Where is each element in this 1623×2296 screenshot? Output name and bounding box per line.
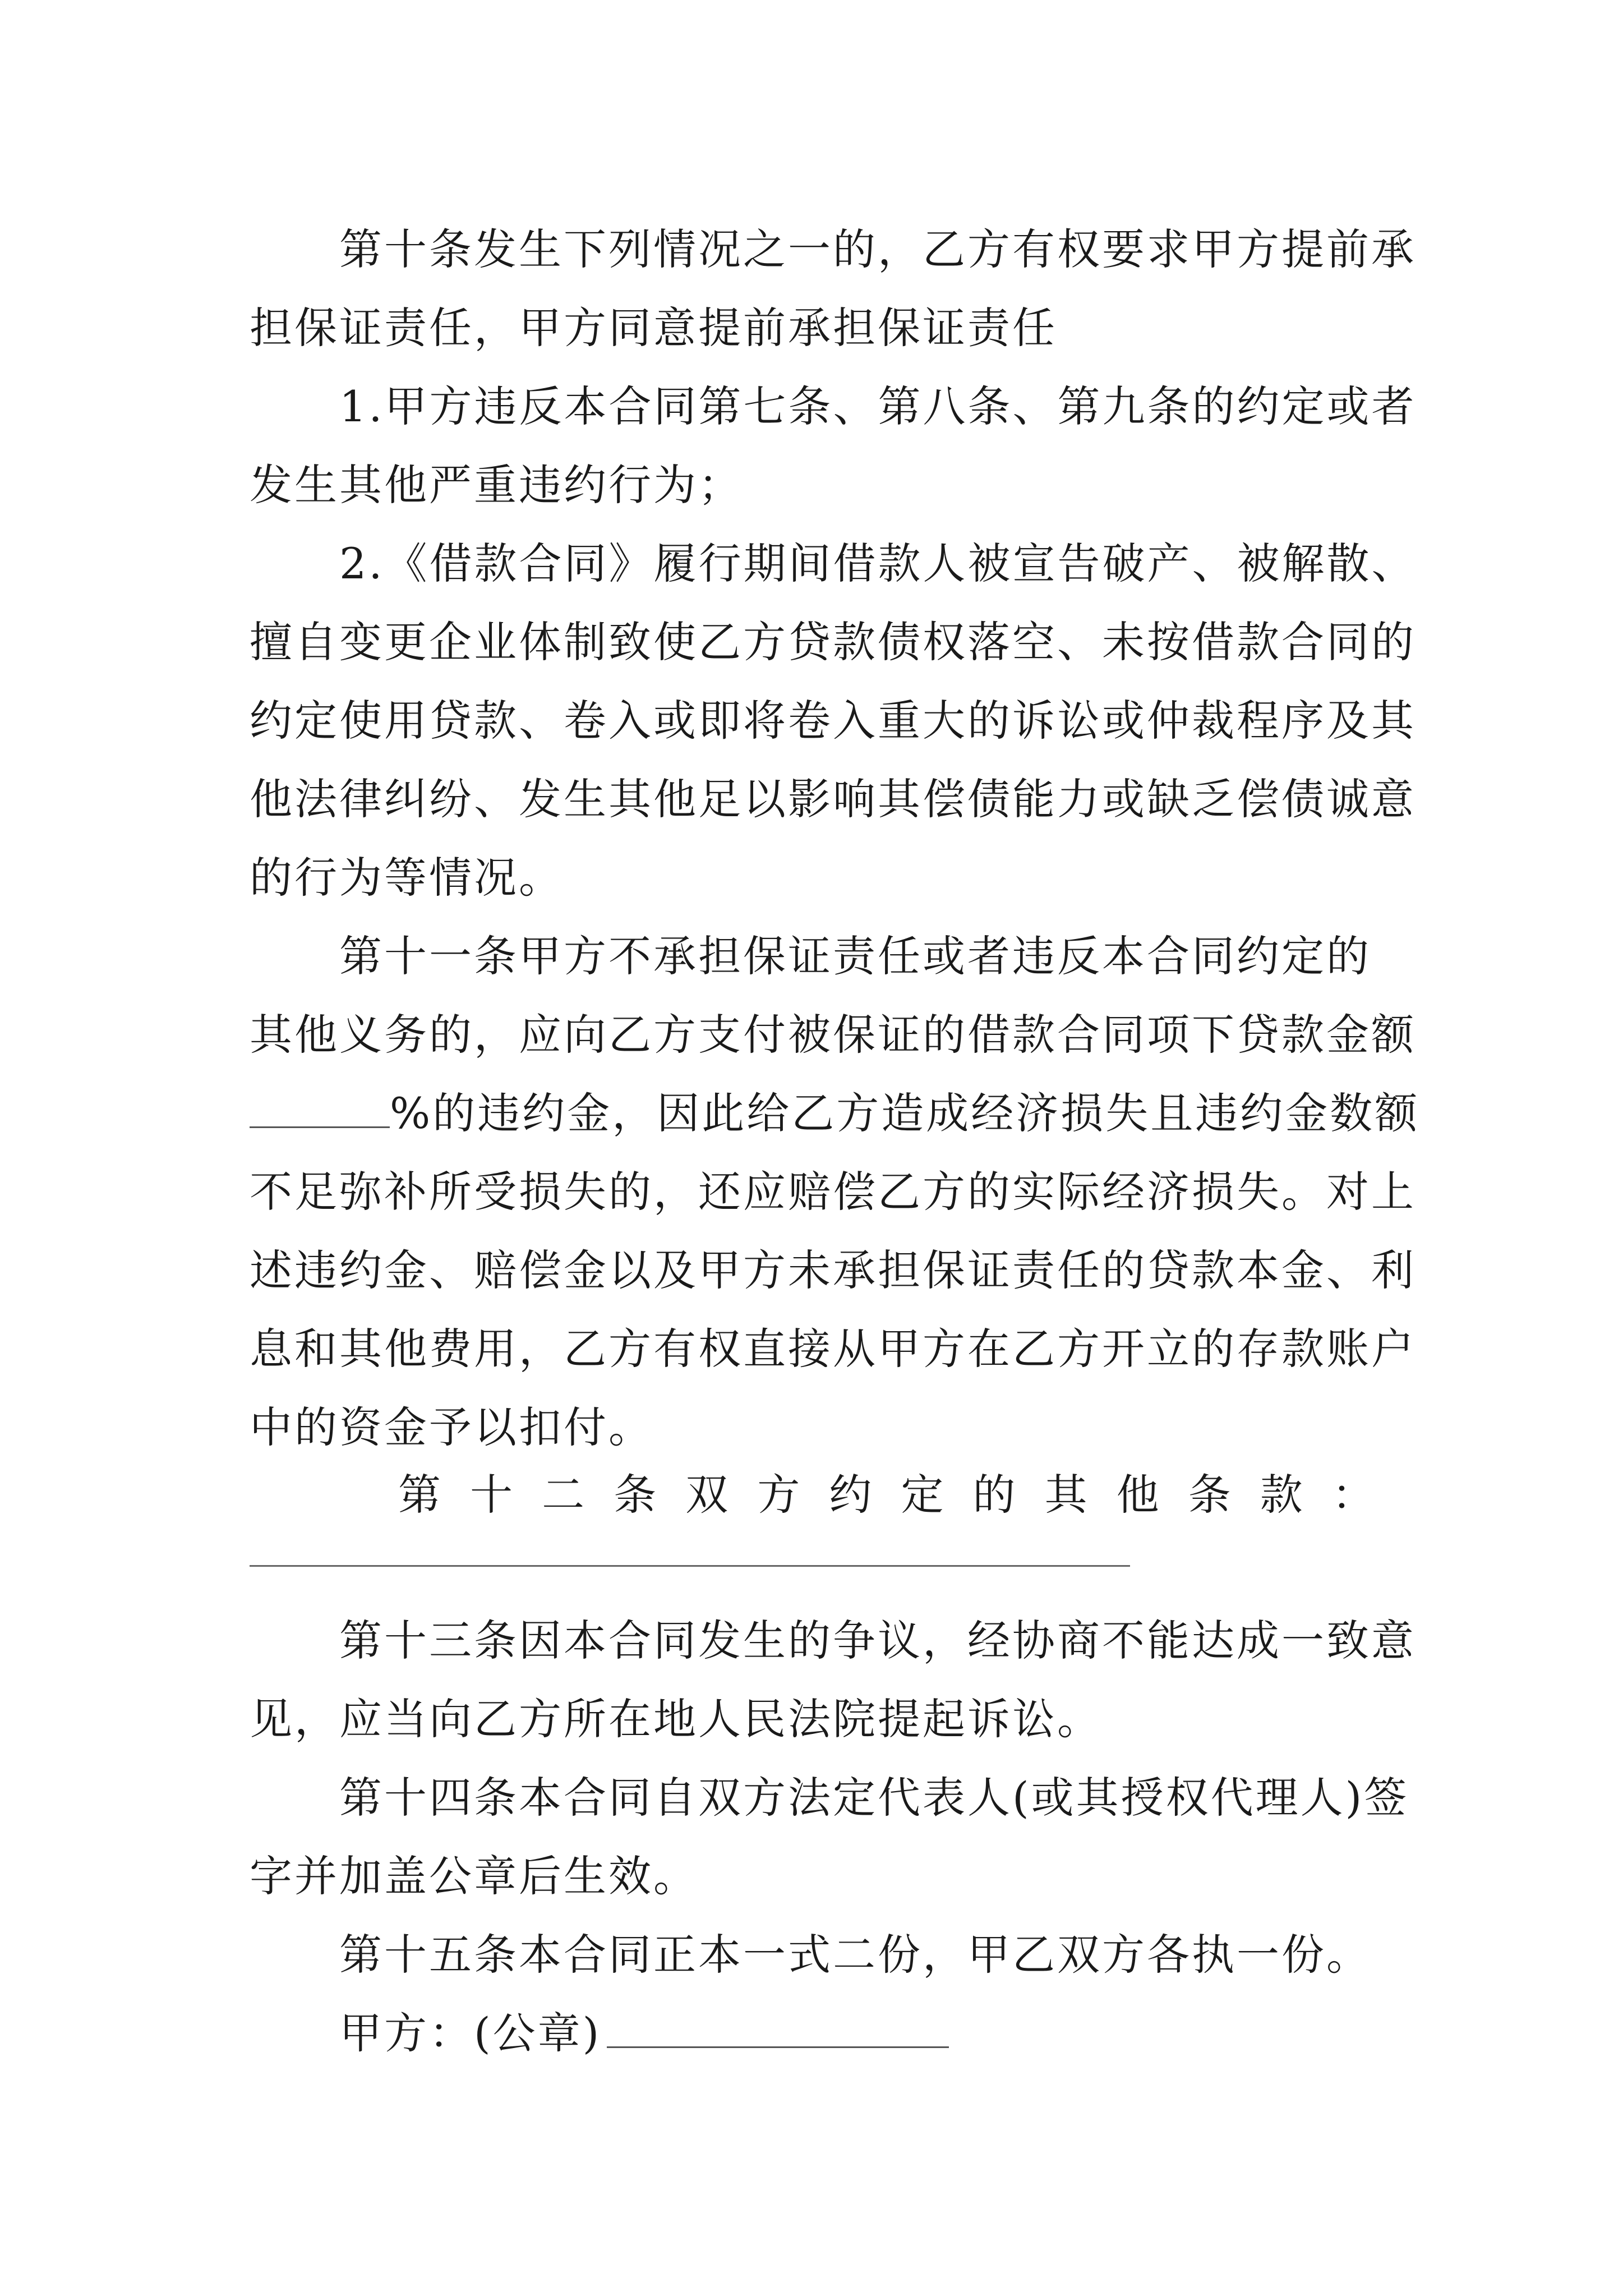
article-12-char: 定 [901, 1470, 946, 1520]
article-14-line-2: 字并加盖公章后生效。 [250, 1851, 698, 1901]
article-12-line-1 [250, 1456, 1388, 1534]
article-12-char: 方 [757, 1470, 803, 1520]
clause-item-1-line-2: 发生其他严重违约行为； [250, 460, 743, 510]
article-12-char: ： [1331, 1470, 1377, 1520]
article-15-line-1: 第十五条本合同正本一式二份，甲乙双方各执一份。 [339, 1930, 1371, 1980]
article-11-line-6: 息和其他费用，乙方有权直接从甲方在乙方开立的存款账户 [250, 1324, 1416, 1374]
article-10-line-2: 担保证责任，甲方同意提前承担保证责任 [250, 303, 1057, 353]
article-12-char: 条 [1188, 1470, 1233, 1520]
article-12-char: 第 [398, 1470, 443, 1520]
article-11-line-3 [250, 1074, 1420, 1153]
article-12-char: 二 [542, 1470, 587, 1520]
clause-item-1-line-1: 1.甲方违反本合同第七条、第八条、第九条的约定或者 [339, 381, 1417, 431]
article-14-line-1: 第十四条本合同自双方法定代表人(或其授权代理人)签 [339, 1773, 1409, 1823]
article-11-line-7: 中的资金予以扣付。 [250, 1402, 653, 1452]
article-11-line-2: 其他义务的，应向乙方支付被保证的借款合同项下贷款金额 [250, 1010, 1416, 1060]
article-13 [250, 1602, 1416, 1759]
party-a-signature [250, 1994, 1388, 2073]
article-12-char: 的 [972, 1470, 1018, 1520]
article-12-char: 款 [1260, 1470, 1305, 1520]
article-11-line-3-text: %的违约金，因此给乙方造成经济损失且违约金数额 [390, 1088, 1420, 1138]
article-11-line-1: 第十一条甲方不承担保证责任或者违反本合同约定的 [339, 931, 1371, 981]
article-12 [250, 1456, 1388, 1534]
article-11-line-4: 不足弥补所受损失的，还应赔偿乙方的实际经济损失。对上 [250, 1167, 1416, 1217]
article-12-char: 双 [685, 1470, 731, 1520]
party-a-line [250, 1994, 1388, 2073]
article-15 [250, 1916, 1388, 1994]
article-11-line-5: 述违约金、赔偿金以及甲方未承担保证责任的贷款本金、利 [250, 1245, 1416, 1295]
article-13-line-1: 第十三条因本合同发生的争议，经协商不能达成一致意 [339, 1616, 1416, 1665]
party-a-label: 甲方：(公章) [339, 2008, 602, 2058]
clause-item-2-line-2: 擅自变更企业体制致使乙方贷款债权落空、未按借款合同的 [250, 617, 1416, 667]
clause-item-1 [250, 367, 1417, 524]
clause-item-2-line-3: 约定使用贷款、卷入或即将卷入重大的诉讼或仲裁程序及其 [250, 696, 1416, 746]
clause-item-2-line-4: 他法律纠纷、发生其他足以影响其偿债能力或缺乏偿债诚意 [250, 774, 1416, 824]
party-a-seal-blank[interactable] [607, 2010, 949, 2048]
article-12-char: 约 [829, 1470, 874, 1520]
article-12-char: 他 [1116, 1470, 1161, 1520]
clause-item-2-line-5: 的行为等情况。 [250, 853, 564, 903]
penalty-rate-blank[interactable] [250, 1091, 390, 1128]
clause-item-2 [250, 524, 1417, 917]
article-10-line-1: 第十条发生下列情况之一的，乙方有权要求甲方提前承 [339, 224, 1416, 274]
article-13-line-2: 见，应当向乙方所在地人民法院提起诉讼。 [250, 1694, 1102, 1744]
article-12-char: 条 [614, 1470, 659, 1520]
clause-item-2-line-1: 2.《借款合同》履行期间借款人被宣告破产、被解散、 [339, 539, 1417, 588]
other-terms-blank-line[interactable] [250, 1565, 1130, 1567]
article-14 [250, 1759, 1409, 1916]
article-12-char: 其 [1044, 1470, 1090, 1520]
article-11 [250, 917, 1420, 1467]
article-12-char: 十 [470, 1470, 515, 1520]
article-10 [250, 210, 1416, 367]
